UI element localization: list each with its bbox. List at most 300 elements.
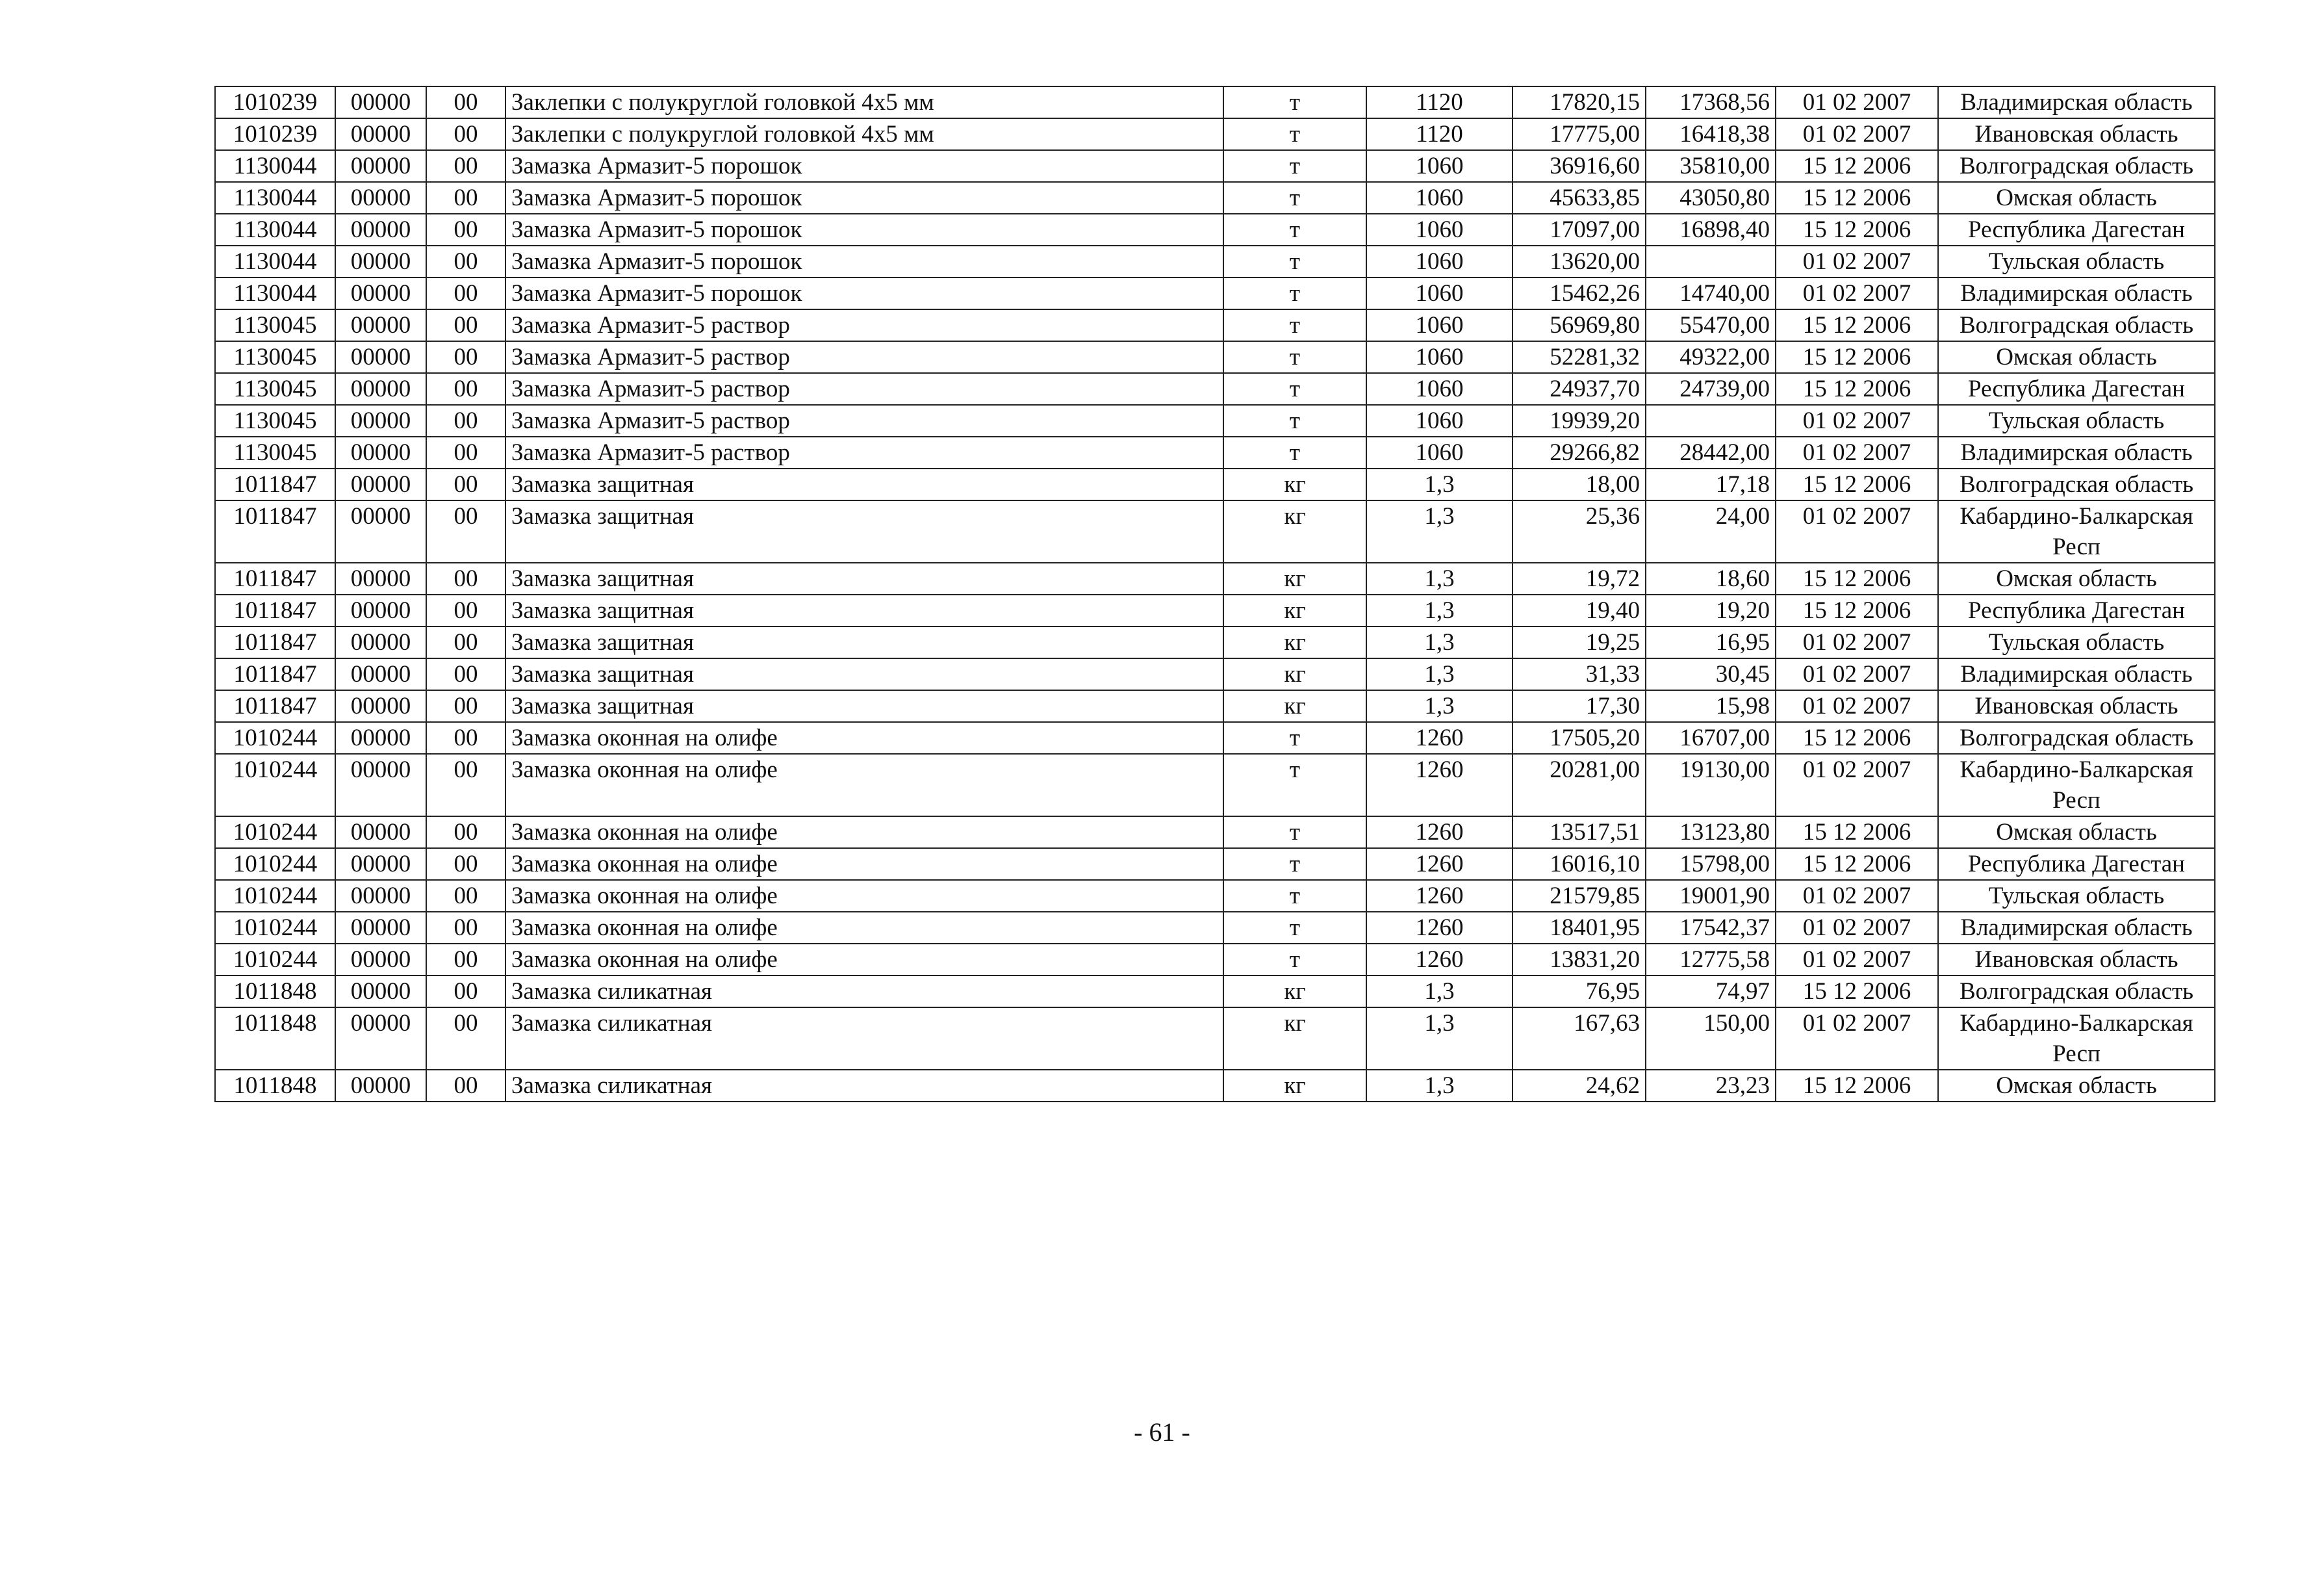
cell-date: 01 02 2007 (1776, 944, 1938, 975)
table-row (215, 912, 2215, 944)
cell-weight: 1060 (1366, 373, 1513, 405)
cell-item-code: 1010244 (215, 816, 335, 848)
table-row (215, 278, 2215, 309)
cell-date: 01 02 2007 (1776, 500, 1938, 563)
cell-region: Омская область (1938, 182, 2215, 214)
cell-unit: кг (1223, 690, 1366, 722)
cell-price-current: 15462,26 (1513, 278, 1646, 309)
cell-price-current: 19,72 (1513, 563, 1646, 595)
cell-suffix-code: 00 (426, 1007, 505, 1070)
cell-unit: т (1223, 150, 1366, 182)
cell-item-code: 1130044 (215, 246, 335, 278)
cell-weight: 1,3 (1366, 595, 1513, 627)
table-row (215, 437, 2215, 469)
cell-unit: т (1223, 278, 1366, 309)
cell-weight: 1120 (1366, 118, 1513, 150)
cell-sub-code: 00000 (335, 595, 426, 627)
table-row (215, 469, 2215, 500)
cell-weight: 1260 (1366, 722, 1513, 754)
cell-weight: 1260 (1366, 754, 1513, 816)
cell-suffix-code: 00 (426, 563, 505, 595)
cell-suffix-code: 00 (426, 118, 505, 150)
cell-date: 15 12 2006 (1776, 595, 1938, 627)
cell-region: Тульская область (1938, 405, 2215, 437)
cell-sub-code: 00000 (335, 309, 426, 341)
table-row (215, 848, 2215, 880)
cell-weight: 1120 (1366, 86, 1513, 118)
cell-sub-code: 00000 (335, 150, 426, 182)
cell-item-code: 1011847 (215, 690, 335, 722)
cell-unit: т (1223, 437, 1366, 469)
cell-weight: 1260 (1366, 912, 1513, 944)
cell-price-base: 16418,38 (1646, 118, 1776, 150)
cell-price-current: 167,63 (1513, 1007, 1646, 1070)
cell-suffix-code: 00 (426, 214, 505, 246)
cell-item-code: 1010239 (215, 86, 335, 118)
cell-item-code: 1010244 (215, 944, 335, 975)
cell-price-base: 12775,58 (1646, 944, 1776, 975)
cell-item-code: 1010244 (215, 722, 335, 754)
cell-price-current: 18,00 (1513, 469, 1646, 500)
cell-weight: 1260 (1366, 816, 1513, 848)
cell-date: 01 02 2007 (1776, 437, 1938, 469)
cell-sub-code: 00000 (335, 627, 426, 658)
table-row (215, 118, 2215, 150)
cell-price-base: 18,60 (1646, 563, 1776, 595)
cell-date: 15 12 2006 (1776, 214, 1938, 246)
cell-unit: т (1223, 309, 1366, 341)
cell-date: 15 12 2006 (1776, 182, 1938, 214)
cell-material-name: Замазка Армазит-5 порошок (505, 246, 1223, 278)
cell-suffix-code: 00 (426, 880, 505, 912)
cell-unit: т (1223, 944, 1366, 975)
cell-unit: т (1223, 373, 1366, 405)
cell-price-base: 17,18 (1646, 469, 1776, 500)
cell-weight: 1,3 (1366, 1070, 1513, 1102)
cell-material-name: Замазка Армазит-5 раствор (505, 373, 1223, 405)
cell-sub-code: 00000 (335, 500, 426, 563)
cell-material-name: Замазка силикатная (505, 1070, 1223, 1102)
cell-suffix-code: 00 (426, 816, 505, 848)
cell-price-base: 14740,00 (1646, 278, 1776, 309)
cell-weight: 1,3 (1366, 1007, 1513, 1070)
cell-price-current: 19,40 (1513, 595, 1646, 627)
cell-weight: 1,3 (1366, 469, 1513, 500)
cell-suffix-code: 00 (426, 437, 505, 469)
cell-price-base: 19001,90 (1646, 880, 1776, 912)
cell-price-current: 24937,70 (1513, 373, 1646, 405)
cell-price-base: 16,95 (1646, 627, 1776, 658)
cell-material-name: Замазка силикатная (505, 975, 1223, 1007)
cell-sub-code: 00000 (335, 405, 426, 437)
table-row (215, 309, 2215, 341)
cell-item-code: 1130044 (215, 182, 335, 214)
cell-price-base: 28442,00 (1646, 437, 1776, 469)
cell-suffix-code: 00 (426, 658, 505, 690)
cell-sub-code: 00000 (335, 1007, 426, 1070)
table-row (215, 1070, 2215, 1102)
cell-price-current: 17775,00 (1513, 118, 1646, 150)
cell-item-code: 1130045 (215, 309, 335, 341)
cell-price-current: 29266,82 (1513, 437, 1646, 469)
cell-price-base (1646, 405, 1776, 437)
cell-region: Владимирская область (1938, 86, 2215, 118)
cell-price-current: 17097,00 (1513, 214, 1646, 246)
table-row (215, 690, 2215, 722)
cell-unit: кг (1223, 500, 1366, 563)
cell-unit: кг (1223, 658, 1366, 690)
cell-region: Омская область (1938, 563, 2215, 595)
cell-weight: 1,3 (1366, 500, 1513, 563)
cell-item-code: 1130045 (215, 341, 335, 373)
cell-suffix-code: 00 (426, 373, 505, 405)
cell-material-name: Замазка силикатная (505, 1007, 1223, 1070)
cell-weight: 1260 (1366, 848, 1513, 880)
cell-material-name: Замазка Армазит-5 порошок (505, 182, 1223, 214)
cell-region: Волгоградская область (1938, 722, 2215, 754)
cell-suffix-code: 00 (426, 975, 505, 1007)
cell-suffix-code: 00 (426, 848, 505, 880)
cell-date: 15 12 2006 (1776, 341, 1938, 373)
page-number: - 61 - (1134, 1417, 1190, 1447)
cell-region: Волгоградская область (1938, 975, 2215, 1007)
cell-suffix-code: 00 (426, 309, 505, 341)
cell-suffix-code: 00 (426, 912, 505, 944)
cell-price-base: 17542,37 (1646, 912, 1776, 944)
cell-price-current: 13620,00 (1513, 246, 1646, 278)
cell-suffix-code: 00 (426, 182, 505, 214)
cell-price-current: 18401,95 (1513, 912, 1646, 944)
cell-price-base: 74,97 (1646, 975, 1776, 1007)
cell-suffix-code: 00 (426, 690, 505, 722)
cell-sub-code: 00000 (335, 86, 426, 118)
cell-unit: т (1223, 341, 1366, 373)
cell-price-current: 24,62 (1513, 1070, 1646, 1102)
cell-sub-code: 00000 (335, 246, 426, 278)
cell-sub-code: 00000 (335, 754, 426, 816)
cell-item-code: 1011847 (215, 500, 335, 563)
cell-region: Кабардино-Балкарская Респ (1938, 500, 2215, 563)
cell-weight: 1060 (1366, 150, 1513, 182)
cell-sub-code: 00000 (335, 1070, 426, 1102)
cell-sub-code: 00000 (335, 182, 426, 214)
cell-price-base: 35810,00 (1646, 150, 1776, 182)
table-row (215, 944, 2215, 975)
cell-price-base: 49322,00 (1646, 341, 1776, 373)
cell-material-name: Замазка оконная на олифе (505, 754, 1223, 816)
cell-price-current: 76,95 (1513, 975, 1646, 1007)
cell-weight: 1260 (1366, 944, 1513, 975)
table-row (215, 405, 2215, 437)
cell-region: Волгоградская область (1938, 150, 2215, 182)
cell-weight: 1060 (1366, 309, 1513, 341)
cell-item-code: 1010244 (215, 754, 335, 816)
cell-region: Ивановская область (1938, 118, 2215, 150)
table-row (215, 658, 2215, 690)
cell-material-name: Замазка Армазит-5 раствор (505, 437, 1223, 469)
cell-sub-code: 00000 (335, 944, 426, 975)
cell-price-base: 15798,00 (1646, 848, 1776, 880)
cell-price-current: 17505,20 (1513, 722, 1646, 754)
cell-region: Владимирская область (1938, 278, 2215, 309)
cell-region: Омская область (1938, 816, 2215, 848)
cell-sub-code: 00000 (335, 437, 426, 469)
cell-date: 01 02 2007 (1776, 405, 1938, 437)
cell-price-current: 20281,00 (1513, 754, 1646, 816)
cell-suffix-code: 00 (426, 754, 505, 816)
table-row (215, 373, 2215, 405)
cell-price-base: 55470,00 (1646, 309, 1776, 341)
cell-sub-code: 00000 (335, 118, 426, 150)
cell-date: 15 12 2006 (1776, 1070, 1938, 1102)
cell-material-name: Замазка Армазит-5 порошок (505, 214, 1223, 246)
cell-region: Кабардино-Балкарская Респ (1938, 754, 2215, 816)
cell-price-current: 45633,85 (1513, 182, 1646, 214)
cell-price-current: 19,25 (1513, 627, 1646, 658)
cell-suffix-code: 00 (426, 341, 505, 373)
cell-suffix-code: 00 (426, 405, 505, 437)
table-row (215, 563, 2215, 595)
cell-region: Владимирская область (1938, 912, 2215, 944)
cell-region: Ивановская область (1938, 944, 2215, 975)
cell-price-base: 24,00 (1646, 500, 1776, 563)
cell-price-current: 16016,10 (1513, 848, 1646, 880)
cell-date: 01 02 2007 (1776, 627, 1938, 658)
cell-weight: 1060 (1366, 182, 1513, 214)
cell-item-code: 1010244 (215, 848, 335, 880)
cell-unit: т (1223, 405, 1366, 437)
cell-date: 01 02 2007 (1776, 86, 1938, 118)
cell-price-base: 15,98 (1646, 690, 1776, 722)
cell-suffix-code: 00 (426, 469, 505, 500)
cell-price-current: 19939,20 (1513, 405, 1646, 437)
table-row (215, 500, 2215, 563)
cell-unit: т (1223, 214, 1366, 246)
cell-date: 15 12 2006 (1776, 469, 1938, 500)
cell-sub-code: 00000 (335, 373, 426, 405)
cell-date: 01 02 2007 (1776, 118, 1938, 150)
cell-price-current: 21579,85 (1513, 880, 1646, 912)
cell-suffix-code: 00 (426, 278, 505, 309)
cell-material-name: Замазка защитная (505, 563, 1223, 595)
cell-unit: т (1223, 118, 1366, 150)
cell-material-name: Заклепки с полукруглой головкой 4х5 мм (505, 118, 1223, 150)
cell-material-name: Замазка защитная (505, 500, 1223, 563)
cell-weight: 1,3 (1366, 975, 1513, 1007)
table-row (215, 595, 2215, 627)
cell-sub-code: 00000 (335, 848, 426, 880)
table-row (215, 214, 2215, 246)
cell-price-current: 52281,32 (1513, 341, 1646, 373)
cell-date: 01 02 2007 (1776, 754, 1938, 816)
cell-price-base: 16707,00 (1646, 722, 1776, 754)
cell-unit: кг (1223, 595, 1366, 627)
cell-weight: 1,3 (1366, 658, 1513, 690)
cell-unit: кг (1223, 1007, 1366, 1070)
cell-material-name: Замазка оконная на олифе (505, 722, 1223, 754)
cell-price-current: 31,33 (1513, 658, 1646, 690)
cell-weight: 1060 (1366, 246, 1513, 278)
table-row (215, 975, 2215, 1007)
cell-price-current: 17820,15 (1513, 86, 1646, 118)
cell-date: 15 12 2006 (1776, 722, 1938, 754)
table-row (215, 182, 2215, 214)
cell-sub-code: 00000 (335, 912, 426, 944)
cell-weight: 1,3 (1366, 627, 1513, 658)
table-row (215, 722, 2215, 754)
cell-suffix-code: 00 (426, 1070, 505, 1102)
cell-date: 15 12 2006 (1776, 848, 1938, 880)
table-row (215, 1007, 2215, 1070)
cell-date: 15 12 2006 (1776, 975, 1938, 1007)
cell-region: Республика Дагестан (1938, 595, 2215, 627)
cell-date: 01 02 2007 (1776, 880, 1938, 912)
cell-price-current: 17,30 (1513, 690, 1646, 722)
cell-unit: кг (1223, 469, 1366, 500)
cell-sub-code: 00000 (335, 658, 426, 690)
cell-sub-code: 00000 (335, 816, 426, 848)
cell-material-name: Замазка Армазит-5 раствор (505, 309, 1223, 341)
cell-suffix-code: 00 (426, 150, 505, 182)
cell-item-code: 1010244 (215, 912, 335, 944)
cell-sub-code: 00000 (335, 341, 426, 373)
cell-date: 15 12 2006 (1776, 563, 1938, 595)
cell-date: 15 12 2006 (1776, 150, 1938, 182)
cell-unit: т (1223, 754, 1366, 816)
cell-material-name: Замазка защитная (505, 627, 1223, 658)
cell-material-name: Замазка защитная (505, 595, 1223, 627)
cell-weight: 1060 (1366, 214, 1513, 246)
cell-material-name: Замазка защитная (505, 469, 1223, 500)
cell-weight: 1,3 (1366, 690, 1513, 722)
cell-sub-code: 00000 (335, 469, 426, 500)
cell-price-base: 19130,00 (1646, 754, 1776, 816)
cell-region: Омская область (1938, 1070, 2215, 1102)
table-row (215, 86, 2215, 118)
cell-price-base: 24739,00 (1646, 373, 1776, 405)
cell-item-code: 1011848 (215, 1007, 335, 1070)
cell-unit: т (1223, 912, 1366, 944)
cell-unit: т (1223, 722, 1366, 754)
cell-unit: т (1223, 182, 1366, 214)
table-row (215, 816, 2215, 848)
cell-sub-code: 00000 (335, 880, 426, 912)
cell-price-base: 43050,80 (1646, 182, 1776, 214)
cell-material-name: Замазка оконная на олифе (505, 880, 1223, 912)
cell-material-name: Замазка Армазит-5 порошок (505, 278, 1223, 309)
cell-sub-code: 00000 (335, 722, 426, 754)
cell-region: Ивановская область (1938, 690, 2215, 722)
cell-suffix-code: 00 (426, 944, 505, 975)
cell-region: Республика Дагестан (1938, 848, 2215, 880)
cell-region: Владимирская область (1938, 658, 2215, 690)
cell-region: Тульская область (1938, 246, 2215, 278)
cell-unit: кг (1223, 975, 1366, 1007)
table-body (215, 86, 2215, 1102)
cell-region: Кабардино-Балкарская Респ (1938, 1007, 2215, 1070)
cell-material-name: Замазка Армазит-5 раствор (505, 405, 1223, 437)
cell-date: 01 02 2007 (1776, 658, 1938, 690)
cell-weight: 1060 (1366, 341, 1513, 373)
cell-price-base: 23,23 (1646, 1070, 1776, 1102)
cell-region: Тульская область (1938, 627, 2215, 658)
cell-unit: т (1223, 848, 1366, 880)
cell-sub-code: 00000 (335, 563, 426, 595)
cell-weight: 1060 (1366, 437, 1513, 469)
cell-unit: кг (1223, 627, 1366, 658)
cell-price-current: 13831,20 (1513, 944, 1646, 975)
cell-region: Тульская область (1938, 880, 2215, 912)
cell-unit: т (1223, 246, 1366, 278)
cell-item-code: 1130045 (215, 437, 335, 469)
cell-date: 01 02 2007 (1776, 912, 1938, 944)
table-row (215, 880, 2215, 912)
cell-price-current: 36916,60 (1513, 150, 1646, 182)
cell-sub-code: 00000 (335, 278, 426, 309)
cell-price-base: 16898,40 (1646, 214, 1776, 246)
cell-region: Омская область (1938, 341, 2215, 373)
cell-item-code: 1010239 (215, 118, 335, 150)
table-row (215, 754, 2215, 816)
cell-region: Республика Дагестан (1938, 373, 2215, 405)
cell-price-base: 17368,56 (1646, 86, 1776, 118)
cell-unit: т (1223, 816, 1366, 848)
cell-item-code: 1130044 (215, 278, 335, 309)
cell-item-code: 1130044 (215, 214, 335, 246)
cell-region: Волгоградская область (1938, 309, 2215, 341)
cell-suffix-code: 00 (426, 246, 505, 278)
cell-item-code: 1130044 (215, 150, 335, 182)
table-row (215, 627, 2215, 658)
cell-weight: 1260 (1366, 880, 1513, 912)
cell-region: Волгоградская область (1938, 469, 2215, 500)
cell-price-base (1646, 246, 1776, 278)
cell-suffix-code: 00 (426, 722, 505, 754)
cell-unit: т (1223, 880, 1366, 912)
cell-region: Республика Дагестан (1938, 214, 2215, 246)
cell-material-name: Заклепки с полукруглой головкой 4х5 мм (505, 86, 1223, 118)
table-row (215, 341, 2215, 373)
cell-price-base: 13123,80 (1646, 816, 1776, 848)
cell-price-current: 56969,80 (1513, 309, 1646, 341)
cell-weight: 1060 (1366, 405, 1513, 437)
cell-region: Владимирская область (1938, 437, 2215, 469)
cell-material-name: Замазка оконная на олифе (505, 944, 1223, 975)
cell-material-name: Замазка оконная на олифе (505, 816, 1223, 848)
cell-weight: 1060 (1366, 278, 1513, 309)
cell-item-code: 1130045 (215, 373, 335, 405)
cell-item-code: 1011847 (215, 563, 335, 595)
cell-date: 15 12 2006 (1776, 816, 1938, 848)
cell-suffix-code: 00 (426, 86, 505, 118)
cell-price-base: 19,20 (1646, 595, 1776, 627)
cell-material-name: Замазка оконная на олифе (505, 848, 1223, 880)
cell-material-name: Замазка Армазит-5 порошок (505, 150, 1223, 182)
table-row (215, 150, 2215, 182)
cell-date: 15 12 2006 (1776, 309, 1938, 341)
cell-weight: 1,3 (1366, 563, 1513, 595)
cell-date: 01 02 2007 (1776, 246, 1938, 278)
cell-item-code: 1011847 (215, 595, 335, 627)
cell-unit: кг (1223, 563, 1366, 595)
cell-sub-code: 00000 (335, 975, 426, 1007)
cell-sub-code: 00000 (335, 690, 426, 722)
cell-material-name: Замазка защитная (505, 690, 1223, 722)
cell-sub-code: 00000 (335, 214, 426, 246)
table-row (215, 246, 2215, 278)
cell-date: 01 02 2007 (1776, 690, 1938, 722)
cell-item-code: 1011847 (215, 658, 335, 690)
